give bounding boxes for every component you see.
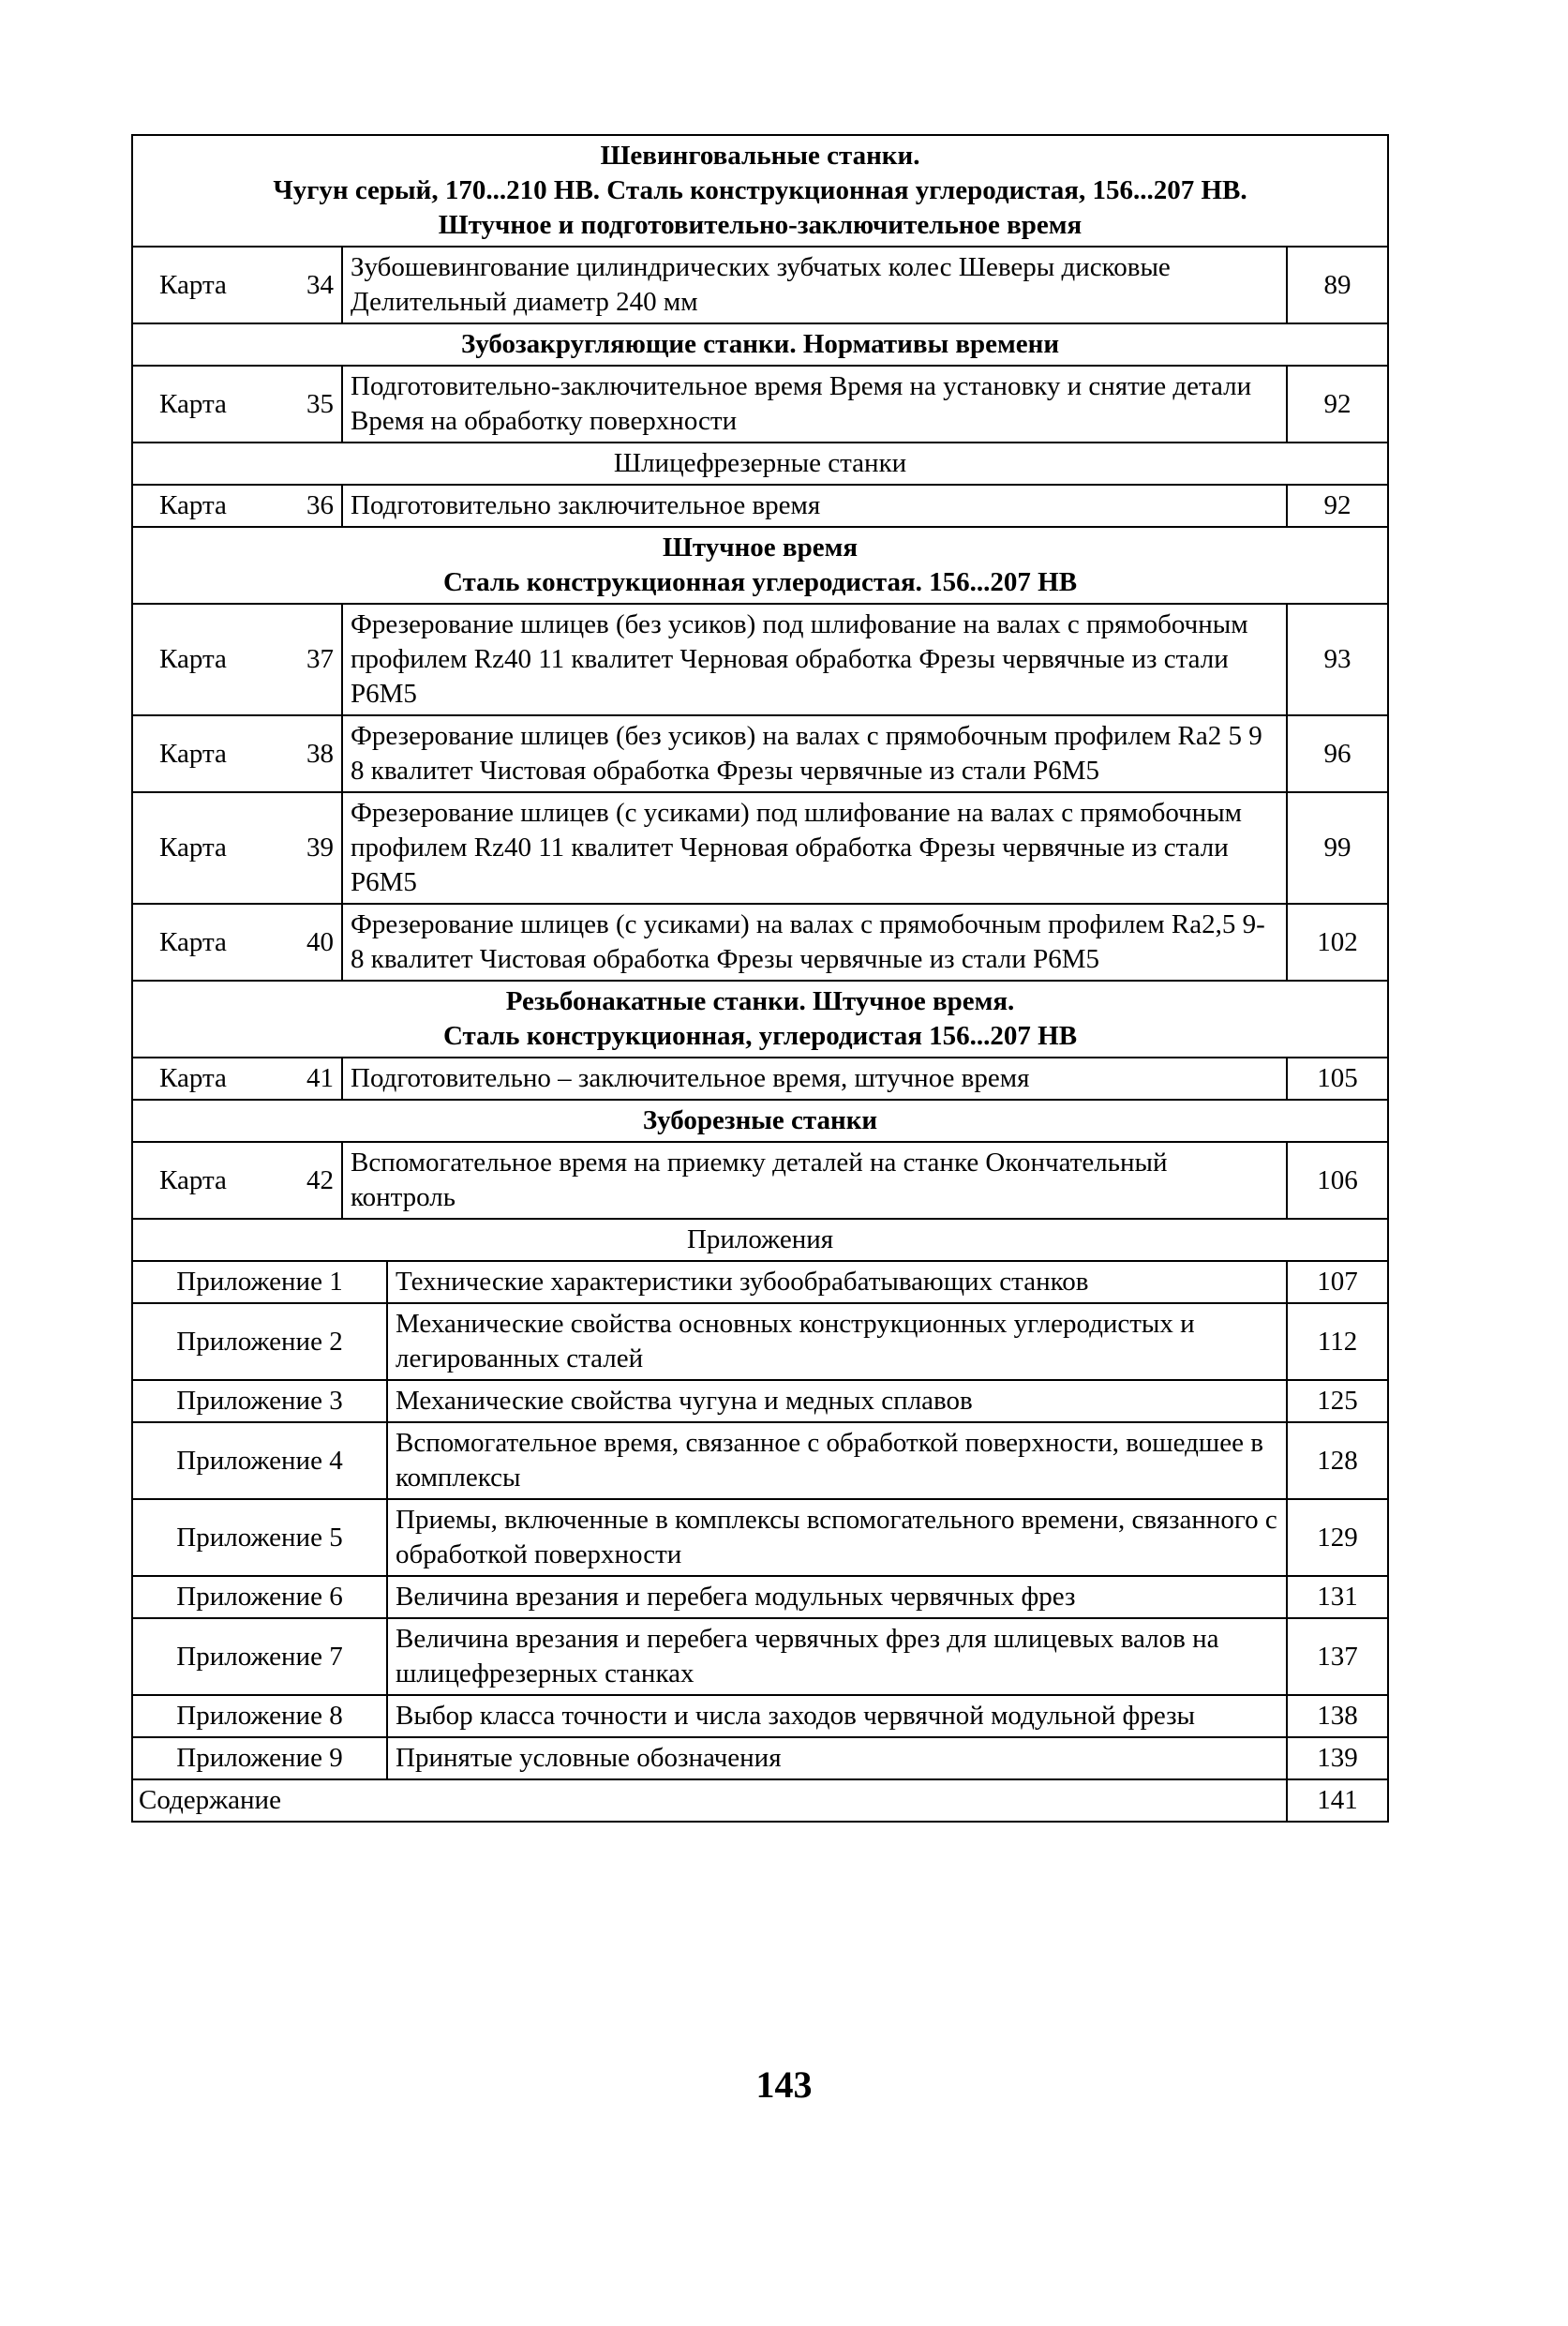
appendix-label: Приложение 5 bbox=[132, 1499, 387, 1576]
entry-title: Механические свойства чугуна и медных сплавов bbox=[387, 1380, 1287, 1422]
appendix-label: Приложение 2 bbox=[132, 1303, 387, 1380]
page-number: 143 bbox=[755, 2063, 813, 2106]
entry-title: Величина врезания и перебега модульных червячных фрез bbox=[387, 1576, 1287, 1618]
section-heading bbox=[132, 981, 1388, 1058]
entry-title: Механические свойства основных конструкционных углеродистых и легированных сталей bbox=[387, 1303, 1287, 1380]
card-label-cell bbox=[132, 247, 342, 323]
section-heading-line: Шлицефрезерные станки bbox=[613, 448, 907, 478]
section-heading-line: Чугун серый, 170...210 НВ. Сталь конструкционная углеродистая, 156...207 НВ. bbox=[273, 175, 1247, 205]
card-label: Карта bbox=[159, 644, 227, 674]
table-row bbox=[132, 1695, 1388, 1737]
entry-title: Величина врезания и перебега червячных фрез для шлицевых валов на шлицефрезерных станках bbox=[387, 1618, 1287, 1695]
section-heading-line: Сталь конструкционная, углеродистая 156...207 НВ bbox=[442, 1021, 1078, 1051]
entry-title: Зубошевингование цилиндрических зубчатых колес Шеверы дисковые Делительный диаметр 240 мм bbox=[342, 247, 1287, 323]
entry-title: Вспомогательное время, связанное с обработкой поверхности, вошедшее в комплексы bbox=[387, 1422, 1287, 1499]
appendix-label: Приложение 7 bbox=[132, 1618, 387, 1695]
table-row bbox=[132, 323, 1388, 366]
page-ref: 141 bbox=[1287, 1779, 1388, 1822]
table-row bbox=[132, 485, 1388, 527]
table-row bbox=[132, 1618, 1388, 1695]
entry-title: Фрезерование шлицев (с усиками) на валах с прямобочным профилем Ra2,5 9-8 квалитет Чистовая обработка Фрезы червячные из стали Р6М5 bbox=[342, 904, 1287, 981]
card-label-cell bbox=[132, 366, 342, 443]
section-heading bbox=[132, 135, 1388, 247]
page-ref: 93 bbox=[1287, 604, 1388, 715]
contents-table-body bbox=[132, 135, 1388, 1822]
section-heading-line: Штучное время bbox=[663, 533, 859, 563]
page-ref: 128 bbox=[1287, 1422, 1388, 1499]
card-label: Карта bbox=[159, 1164, 227, 1195]
page-ref: 106 bbox=[1287, 1142, 1388, 1219]
card-label-cell bbox=[132, 904, 342, 981]
section-heading bbox=[132, 323, 1388, 366]
page-ref: 92 bbox=[1287, 485, 1388, 527]
page-ref: 137 bbox=[1287, 1618, 1388, 1695]
appendix-label: Приложение 8 bbox=[132, 1695, 387, 1737]
card-label-cell bbox=[132, 715, 342, 792]
table-row bbox=[132, 527, 1388, 604]
card-label: Карта bbox=[159, 490, 227, 520]
section-heading-line: Сталь конструкционная углеродистая. 156...207 НВ bbox=[442, 567, 1078, 597]
table-row bbox=[132, 135, 1388, 247]
section-heading bbox=[132, 443, 1388, 485]
table-row bbox=[132, 1219, 1388, 1261]
card-label: Карта bbox=[159, 926, 227, 957]
card-label-cell bbox=[132, 792, 342, 904]
entry-title: Подготовительно-заключительное время Время на установку и снятие детали Время на обработку поверхности bbox=[342, 366, 1287, 443]
page-ref: 112 bbox=[1287, 1303, 1388, 1380]
page-ref: 107 bbox=[1287, 1261, 1388, 1303]
section-heading-line: Приложения bbox=[686, 1224, 834, 1254]
table-row bbox=[132, 1499, 1388, 1576]
card-label: Карта bbox=[159, 1063, 227, 1093]
table-row bbox=[132, 981, 1388, 1058]
entry-title: Вспомогательное время на приемку деталей на станке Окончательный контроль bbox=[342, 1142, 1287, 1219]
page-ref: 125 bbox=[1287, 1380, 1388, 1422]
card-number: 36 bbox=[306, 490, 334, 520]
page-ref: 131 bbox=[1287, 1576, 1388, 1618]
table-row bbox=[132, 1058, 1388, 1100]
page-ref: 129 bbox=[1287, 1499, 1388, 1576]
page-ref: 92 bbox=[1287, 366, 1388, 443]
table-row bbox=[132, 792, 1388, 904]
card-number: 37 bbox=[306, 644, 334, 674]
section-heading-line: Шевинговальные станки. bbox=[600, 141, 920, 171]
page-ref: 102 bbox=[1287, 904, 1388, 981]
table-row bbox=[132, 904, 1388, 981]
section-heading-line: Зуборезные станки bbox=[642, 1105, 878, 1135]
table-row bbox=[132, 1576, 1388, 1618]
page-ref: 99 bbox=[1287, 792, 1388, 904]
table-row bbox=[132, 1737, 1388, 1779]
appendix-label: Приложение 6 bbox=[132, 1576, 387, 1618]
table-row bbox=[132, 1261, 1388, 1303]
entry-title: Приемы, включенные в комплексы вспомогательного времени, связанного с обработкой поверхности bbox=[387, 1499, 1287, 1576]
page-ref: 105 bbox=[1287, 1058, 1388, 1100]
table-row bbox=[132, 1303, 1388, 1380]
card-label-cell bbox=[132, 604, 342, 715]
section-heading-line: Штучное и подготовительно-заключительное время bbox=[438, 210, 1083, 240]
table-row bbox=[132, 247, 1388, 323]
appendix-label: Приложение 9 bbox=[132, 1737, 387, 1779]
table-row bbox=[132, 443, 1388, 485]
page-ref: 96 bbox=[1287, 715, 1388, 792]
appendix-label: Приложение 4 bbox=[132, 1422, 387, 1499]
card-number: 34 bbox=[306, 269, 334, 300]
entry-title: Принятые условные обозначения bbox=[387, 1737, 1287, 1779]
card-number: 42 bbox=[306, 1164, 334, 1195]
card-number: 39 bbox=[306, 833, 334, 863]
card-label: Карта bbox=[159, 388, 227, 419]
card-number: 40 bbox=[306, 926, 334, 957]
card-number: 35 bbox=[306, 388, 334, 419]
appendix-label: Приложение 1 bbox=[132, 1261, 387, 1303]
section-heading bbox=[132, 1219, 1388, 1261]
table-row bbox=[132, 715, 1388, 792]
entry-title: Подготовительно – заключительное время, штучное время bbox=[342, 1058, 1287, 1100]
card-label-cell bbox=[132, 1058, 342, 1100]
table-row bbox=[132, 1100, 1388, 1142]
contents-label: Содержание bbox=[132, 1779, 1287, 1822]
table-row bbox=[132, 1142, 1388, 1219]
card-label-cell bbox=[132, 485, 342, 527]
entry-title: Фрезерование шлицев (без усиков) на валах с прямобочным профилем Ra2 5 9 8 квалитет Чистовая обработка Фрезы червячные из стали Р6М5 bbox=[342, 715, 1287, 792]
table-row bbox=[132, 1422, 1388, 1499]
card-number: 38 bbox=[306, 738, 334, 769]
section-heading-line: Зубозакругляющие станки. Нормативы времени bbox=[460, 329, 1060, 359]
entry-title: Фрезерование шлицев (без усиков) под шлифование на валах с прямобочным профилем Rz40 11 квалитет Черновая обработка Фрезы червячные из стали Р6М5 bbox=[342, 604, 1287, 715]
section-heading bbox=[132, 527, 1388, 604]
table-row bbox=[132, 1779, 1388, 1822]
table-row bbox=[132, 366, 1388, 443]
entry-title: Фрезерование шлицев (с усиками) под шлифование на валах с прямобочным профилем Rz40 11 квалитет Черновая обработка Фрезы червячные из стали Р6М5 bbox=[342, 792, 1287, 904]
card-number: 41 bbox=[306, 1063, 334, 1093]
table-row bbox=[132, 604, 1388, 715]
entry-title: Выбор класса точности и числа заходов червячной модульной фрезы bbox=[387, 1695, 1287, 1737]
card-label-cell bbox=[132, 1142, 342, 1219]
section-heading-line: Резьбонакатные станки. Штучное время. bbox=[505, 986, 1015, 1016]
page-ref: 139 bbox=[1287, 1737, 1388, 1779]
card-label: Карта bbox=[159, 833, 227, 863]
appendix-label: Приложение 3 bbox=[132, 1380, 387, 1422]
section-heading bbox=[132, 1100, 1388, 1142]
contents-table bbox=[131, 134, 1389, 1823]
entry-title: Подготовительно заключительное время bbox=[342, 485, 1287, 527]
card-label: Карта bbox=[159, 269, 227, 300]
table-row bbox=[132, 1380, 1388, 1422]
entry-title: Технические характеристики зубообрабатывающих станков bbox=[387, 1261, 1287, 1303]
page-ref: 138 bbox=[1287, 1695, 1388, 1737]
page-ref: 89 bbox=[1287, 247, 1388, 323]
card-label: Карта bbox=[159, 738, 227, 769]
